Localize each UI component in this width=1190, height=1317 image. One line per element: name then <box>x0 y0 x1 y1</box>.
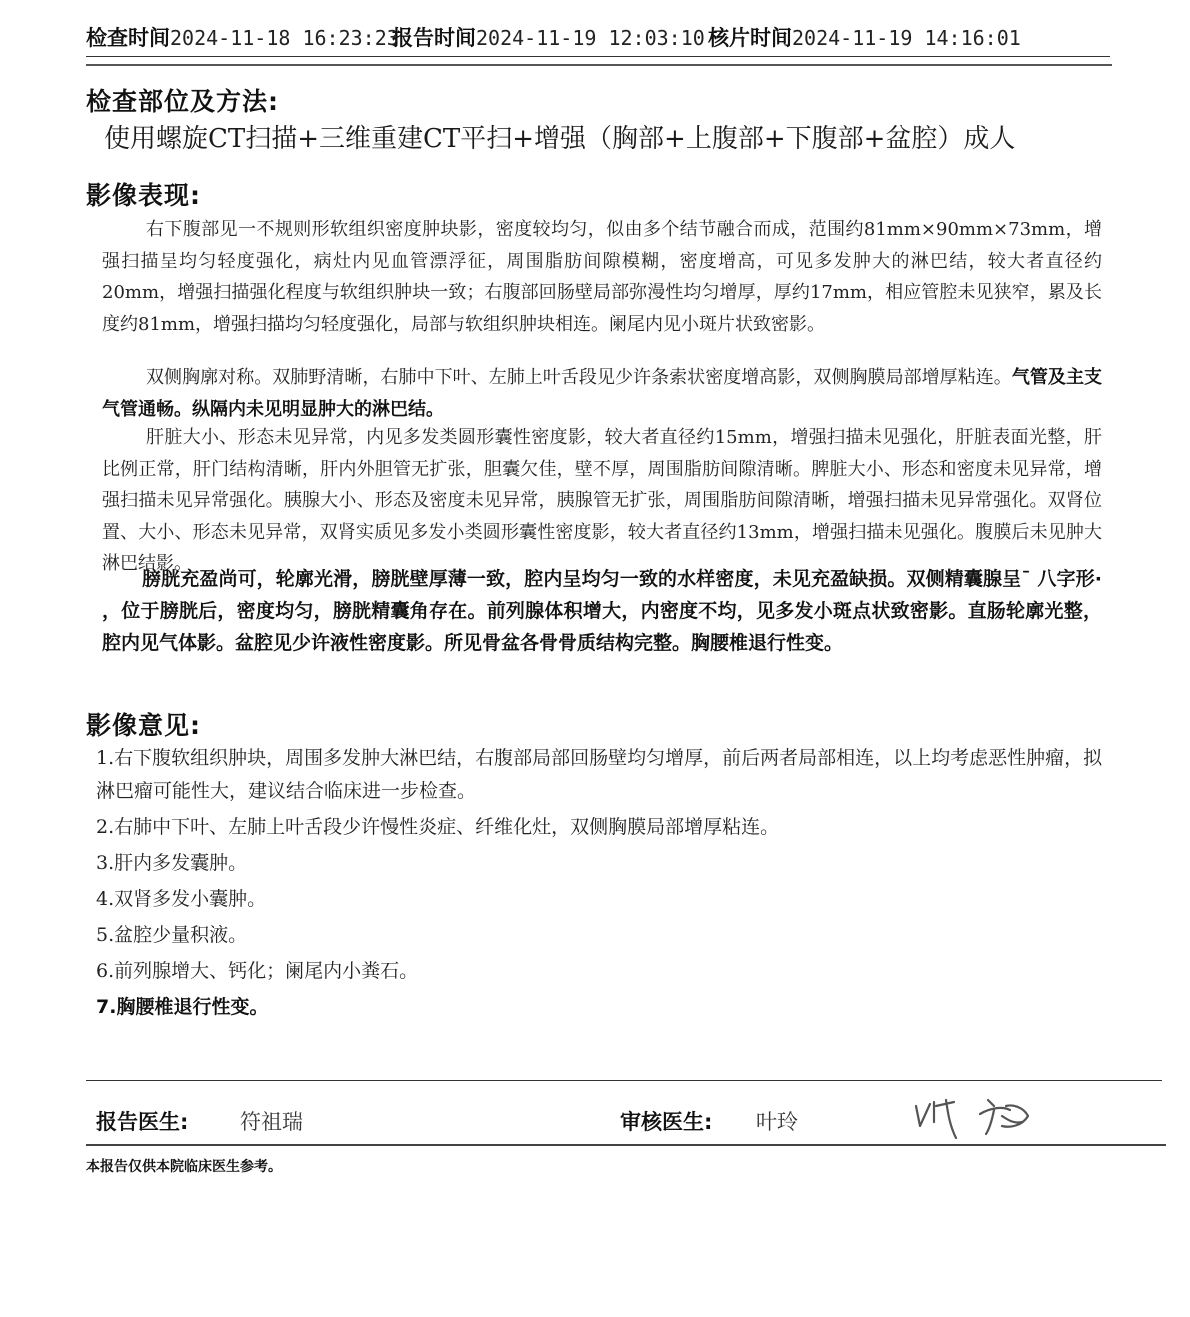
opinion-list <box>96 742 1106 1024</box>
method-text: 使用螺旋CT扫描+三维重建CT平扫+增强（胸部+上腹部+下腹部+盆腔）成人 <box>104 124 1016 154</box>
opinion-item-4: 4.双肾多发小囊肿。 <box>96 888 267 910</box>
signature-divider-top <box>86 1080 1162 1081</box>
opinion-item-3: 3.肝内多发囊肿。 <box>96 852 248 874</box>
opinion-item-1: 1.右下腹软组织肿块，周围多发肿大淋巴结，右腹部局部回肠壁均匀增厚，前后两者局部相连，以上均考虑恶性肿瘤，拟淋巴瘤可能性大，建议结合临床进一步检查。 <box>96 747 1103 802</box>
verify-time-label: 核片时间 <box>708 26 792 50</box>
opinion-section-title: 影像意见: <box>86 711 201 740</box>
opinion-item-5: 5.盆腔少量积液。 <box>96 924 248 946</box>
findings-paragraph-organs: 肝脏大小、形态未见异常，内见多发类圆形囊性密度影，较大者直径约15mm，增强扫描未见强化，肝脏表面光整，肝比例正常，肝门结构清晰，肝内外胆管无扩张，胆囊欠佳，壁不厚，周围脂肪间隙清晰。脾脏大小、形态和密度未见异常，增强扫描未见异常强化。胰腺大小、形态及密度未见异常，胰腺管无扩张，周围脂肪间隙清晰，增强扫描未见异常强化。双肾位置、大小、形态未见异常，双肾实质见多发小类圆形囊性密度影，较大者直径约13mm，增强扫描未见强化。腹膜后未见肿大淋巴结影。 <box>102 427 1102 574</box>
report-doctor-name: 符祖瑞 <box>240 1110 303 1134</box>
exam-time-value: 2024-11-18 16:23:23 <box>170 26 399 50</box>
review-doctor-name: 叶玲 <box>756 1110 798 1134</box>
findings-chest-mediastinum: 气管及主支气管通畅。纵隔内未见明显肿大的淋巴结。 <box>102 367 1102 420</box>
report-time-value: 2024-11-19 12:03:10 <box>476 26 705 50</box>
findings-paragraph-abdomen: 右下腹部见一不规则形软组织密度肿块影，密度较均匀，似由多个结节融合而成，范围约81mm×90mm×73mm，增强扫描呈均匀轻度强化，病灶内见血管漂浮征，周围脂肪间隙模糊，密度增高，可见多发肿大的淋巴结，较大者直径约20mm，增强扫描强化程度与软组织肿块一致；右腹部回肠壁局部弥漫性均匀增厚，厚约17mm，相应管腔未见狭窄，累及长度约81mm，增强扫描均匀轻度强化，局部与软组织肿块相连。阑尾内见小斑片状致密影。 <box>102 219 1102 335</box>
opinion-item-7: 7.胸腰椎退行性变。 <box>96 996 269 1018</box>
report-header <box>86 22 1110 54</box>
header-divider <box>86 56 1110 57</box>
handwritten-signature <box>910 1092 1040 1144</box>
opinion-item-2: 2.右肺中下叶、左肺上叶舌段少许慢性炎症、纤维化灶，双侧胸膜局部增厚粘连。 <box>96 816 780 838</box>
review-doctor-label: 审核医生: <box>620 1110 713 1134</box>
findings-chest-text: 双侧胸廓对称。双肺野清晰，右肺中下叶、左肺上叶舌段见少许条索状密度增高影，双侧胸膜局部增厚粘连。 <box>146 367 1012 388</box>
exam-time-label: 检查时间 <box>86 26 170 50</box>
findings-paragraph-pelvis: 膀胱充盈尚可，轮廓光滑，膀胱壁厚薄一致，腔内呈均匀一致的水样密度，未见充盈缺损。双侧精囊腺呈¯ 八字形· ，位于膀胱后，密度均匀，膀胱精囊角存在。前列腺体积增大，内密度不均，见多发小斑点状致密影。直肠轮廓光整，腔内见气体影。盆腔见少许液性密度影。所见骨盆各骨骨质结构完整。胸腰椎退行性变。 <box>102 568 1102 654</box>
signature-divider-bottom <box>86 1144 1166 1146</box>
findings-paragraph-chest <box>102 362 1102 425</box>
footer-disclaimer: 本报告仅供本院临床医生参考。 <box>86 1159 282 1175</box>
report-time-label: 报告时间 <box>392 26 476 50</box>
report-doctor-label: 报告医生: <box>96 1110 189 1134</box>
findings-section-title: 影像表现: <box>86 181 201 210</box>
method-section-title: 检查部位及方法: <box>86 87 279 116</box>
verify-time-value: 2024-11-19 14:16:01 <box>792 26 1021 50</box>
opinion-item-6: 6.前列腺增大、钙化；阑尾内小粪石。 <box>96 960 419 982</box>
header-divider-double <box>86 64 1112 66</box>
